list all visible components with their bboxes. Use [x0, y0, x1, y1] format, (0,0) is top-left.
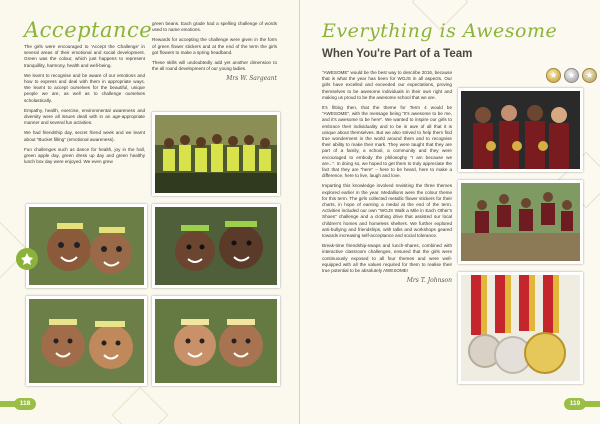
signature: Mrs W. Sargeant: [226, 75, 277, 83]
student-photo: [26, 204, 147, 288]
paragraph: Break-time friendship-swaps and lunch-shares, combined with interactive classroom challenges, ensured that the girls were continuously exposed to all four themes and were well-equipped with all the values required for them to realise their true potential to be absolutely AWESOME!: [322, 243, 452, 274]
left-column-text: [24, 44, 145, 169]
page-title: Everything is Awesome: [322, 20, 558, 42]
paragraph: These skills will undoubtedly add yet another dimension to the all round development of our young ladies.: [152, 60, 277, 72]
decorative-diamond: [112, 387, 169, 424]
right-page: [300, 0, 600, 424]
paragraph: Fun challenges such as dance for health, joy in the hall, green apple day, green dress up day and green healthy lunch box day were enjoyed. We even grew: [24, 146, 145, 165]
page-subtitle: When You're Part of a Team: [322, 48, 473, 60]
student-photo: [152, 204, 280, 288]
student-photo: [152, 296, 280, 386]
star-icon: ★: [564, 68, 579, 83]
team-photo: [458, 88, 583, 172]
star-icon: ★: [546, 68, 561, 83]
signature: Mrs T. Johnson: [406, 277, 452, 285]
jumping-photo: [458, 180, 583, 264]
group-photo: [152, 112, 280, 196]
paragraph: The girls were encouraged to 'Accept the Challenge' in several areas of their emotional and social development. Green was the colour, which just happens to represent tranquillity, harmony, health and well-being.: [24, 44, 145, 68]
paragraph: green beans. Each grade had a spelling challenge of words used to name emotions.: [152, 21, 277, 33]
paragraph: Rewards for accepting the challenge were given in the form of green flower stickers and at the end of the term the girls got flowers to make a spring headband.: [152, 37, 277, 55]
student-photo: [26, 296, 147, 386]
page-number: 118: [14, 398, 36, 410]
leaf-icon: [16, 248, 38, 270]
star-icon: ★: [582, 68, 597, 83]
paragraph: "AWESOME" would be the best way to describe 2016, because that is what the year has been for WGJS in all aspects. Our girls have excelled and exceeded our expectations, proving themselves to be awesome individuals in their own right and making us proud to be the awesome school that we are.: [322, 70, 452, 100]
page-number: 119: [564, 398, 586, 410]
paragraph: We had friendship day, secret friend week and we learnt about "Bucket filling" (emotional awareness).: [24, 130, 145, 142]
paragraph: Empathy, health, exercise, environmental awareness and diversity were all issues dealt with in an age-appropriate manner and several fun activities.: [24, 107, 145, 126]
paragraph: It's fitting then, that the theme for Term 4 would be "AWESOME", with the message being "It's awesome to be me, and it's awesome to be here". We wanted to inspire our girls to embrace their individuality and to be in awe of all that it is unique about themselves. But we also strived to help them find true wonderment in the world around them and to recognise their ability to make their mark. They were taught that they are part of a family, a school, a community and they were encouraged to embody the philosophy "I am because we are...". In doing so, we hoped to get them to truly appreciate the fact that they are "here" – here to be heard, here to make a difference, here to live, laugh and love.: [322, 105, 452, 179]
article-text: [322, 70, 452, 285]
page-title: Acceptance: [24, 18, 153, 42]
right-column-text: [152, 21, 277, 83]
paragraph: Imparting this knowledge involved revisiting the three themes explored earlier in the year. Medallions were the colour theme for this term. The girls collected metallic flower stickers for their charts, in hope of earning a medal at the end of the term. Activities included our own "WGJS Walk a Mile in Each Other's Shoes" challenge and a clothing drive that assisted our local children's homes and homeless shelters. We further explored anti-bullying and friendships, with talks and workshops geared towards increasing self-acceptance and social tolerance.: [322, 183, 452, 239]
medals-photo: [458, 272, 583, 384]
paragraph: We learnt to recognise and be aware of our emotions and how to express and deal with them in appropriate ways. We learnt to accept ourselves for the beautiful, unique people we are, as well as to challenge ourselves scholastically.: [24, 72, 145, 103]
